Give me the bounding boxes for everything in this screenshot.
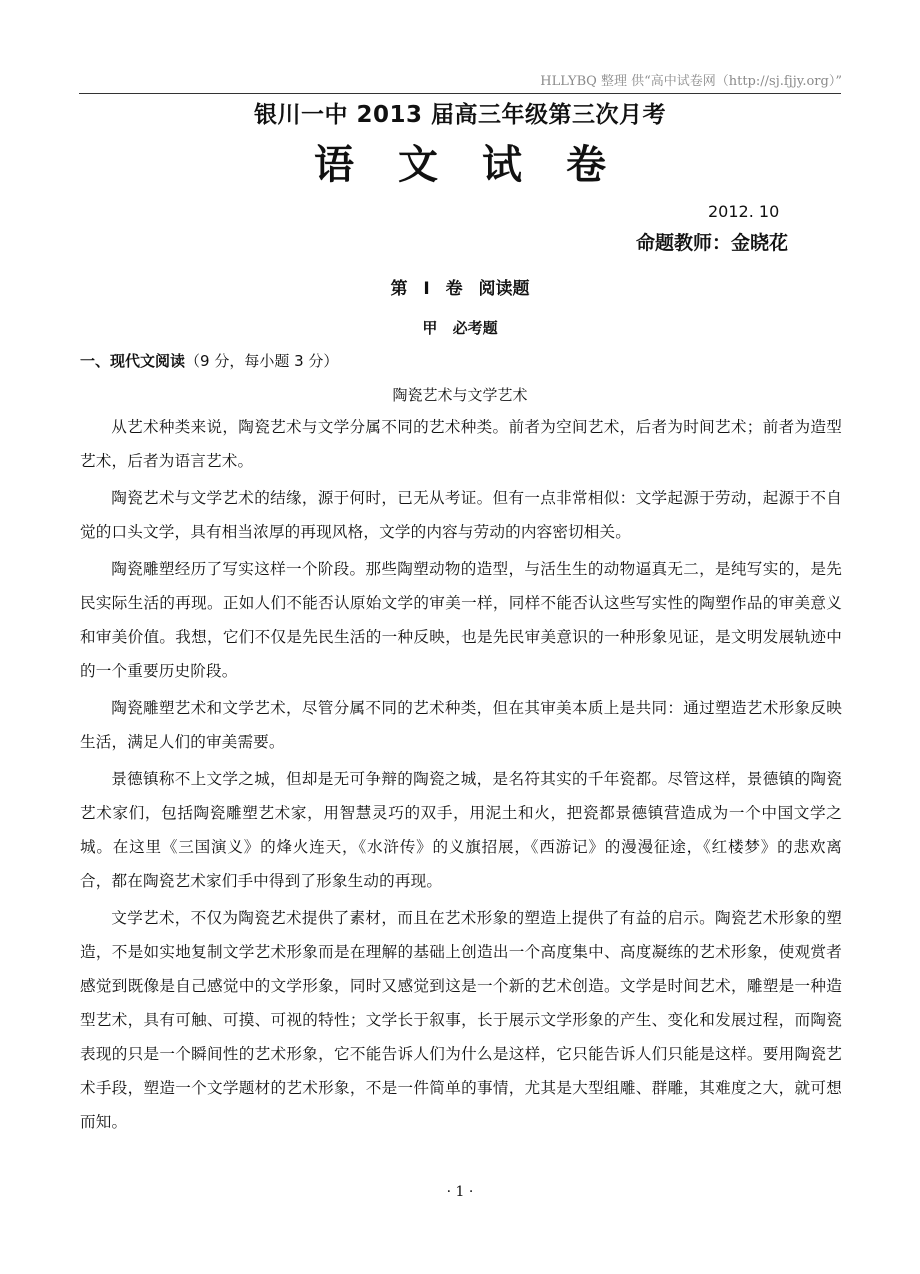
article-paragraph: 陶瓷雕塑艺术和文学艺术，尽管分属不同的艺术种类，但在其审美本质上是共同：通过塑造艺术形象反映生活，满足人们的审美需要。	[80, 699, 842, 751]
question-number: 一、现代文阅读	[80, 352, 186, 370]
exam-teacher: 命题教师：金晓花	[636, 232, 789, 254]
exam-subject-title: 语文试卷	[314, 142, 650, 188]
section-title: 甲 必考题	[422, 319, 498, 337]
article-paragraph: 陶瓷艺术与文学艺术的结缘，源于何时，已无从考证。但有一点非常相似：文学起源于劳动，起源于不自觉的口头文学，具有相当浓厚的再现风格，文学的内容与劳动的内容密切相关。	[80, 489, 842, 541]
article-body	[80, 410, 842, 1142]
header-divider	[79, 93, 841, 94]
header-source-note: HLLYBQ 整理 供“高中试卷网（http://sj.fjjy.org）”	[540, 74, 842, 89]
article-paragraph: 景德镇称不上文学之城，但却是无可争辩的陶瓷之城，是名符其实的千年瓷都。尽管这样，景德镇的陶瓷艺术家们，包括陶瓷雕塑艺术家，用智慧灵巧的双手，用泥土和火，把瓷都景德镇营造成为一个中国文学之城。在这里《三国演义》的烽火连天，《水浒传》的义旗招展，《西游记》的漫漫征途，《红楼梦》的悲欢离合，都在陶瓷艺术家们手中得到了形象生动的再现。	[80, 770, 842, 890]
article-paragraph: 陶瓷雕塑经历了写实这样一个阶段。那些陶塑动物的造型，与活生生的动物逼真无二，是纯写实的，是先民实际生活的再现。正如人们不能否认原始文学的审美一样，同样不能否认这些写实性的陶塑作品的审美意义和审美价值。我想，它们不仅是先民生活的一种反映，也是先民审美意识的一种形象见证，是文明发展轨迹中的一个重要历史阶段。	[80, 560, 842, 680]
article-paragraph: 文学艺术，不仅为陶瓷艺术提供了素材，而且在艺术形象的塑造上提供了有益的启示。陶瓷艺术形象的塑造，不是如实地复制文学艺术形象而是在理解的基础上创造出一个高度集中、高度凝练的艺术形象，使观赏者感觉到既像是自己感觉中的文学形象，同时又感觉到这是一个新的艺术创造。文学是时间艺术，雕塑是一种造型艺术，具有可触、可摸、可视的特性；文学长于叙事，长于展示文学形象的产生、变化和发展过程，而陶瓷表现的只是一个瞬间性的艺术形象，它不能告诉人们为什么是这样，它只能告诉人们只能是这样。要用陶瓷艺术手段，塑造一个文学题材的艺术形象，不是一件简单的事情，尤其是大型组雕、群雕，其难度之大，就可想而知。	[80, 909, 842, 1131]
exam-date: 2012. 10	[708, 202, 780, 221]
volume-title: 第 I 卷 阅读题	[390, 279, 530, 299]
article-title: 陶瓷艺术与文学艺术	[392, 386, 528, 404]
article-paragraph: 从艺术种类来说，陶瓷艺术与文学分属不同的艺术种类。前者为空间艺术，后者为时间艺术；前者为造型艺术，后者为语言艺术。	[80, 418, 842, 470]
page-number: · 1 ·	[446, 1184, 474, 1200]
exam-school-title: 银川一中 2013 届高三年级第三次月考	[253, 102, 667, 128]
question-points: （9 分，每小题 3 分）	[185, 352, 339, 370]
question-heading	[80, 350, 338, 371]
